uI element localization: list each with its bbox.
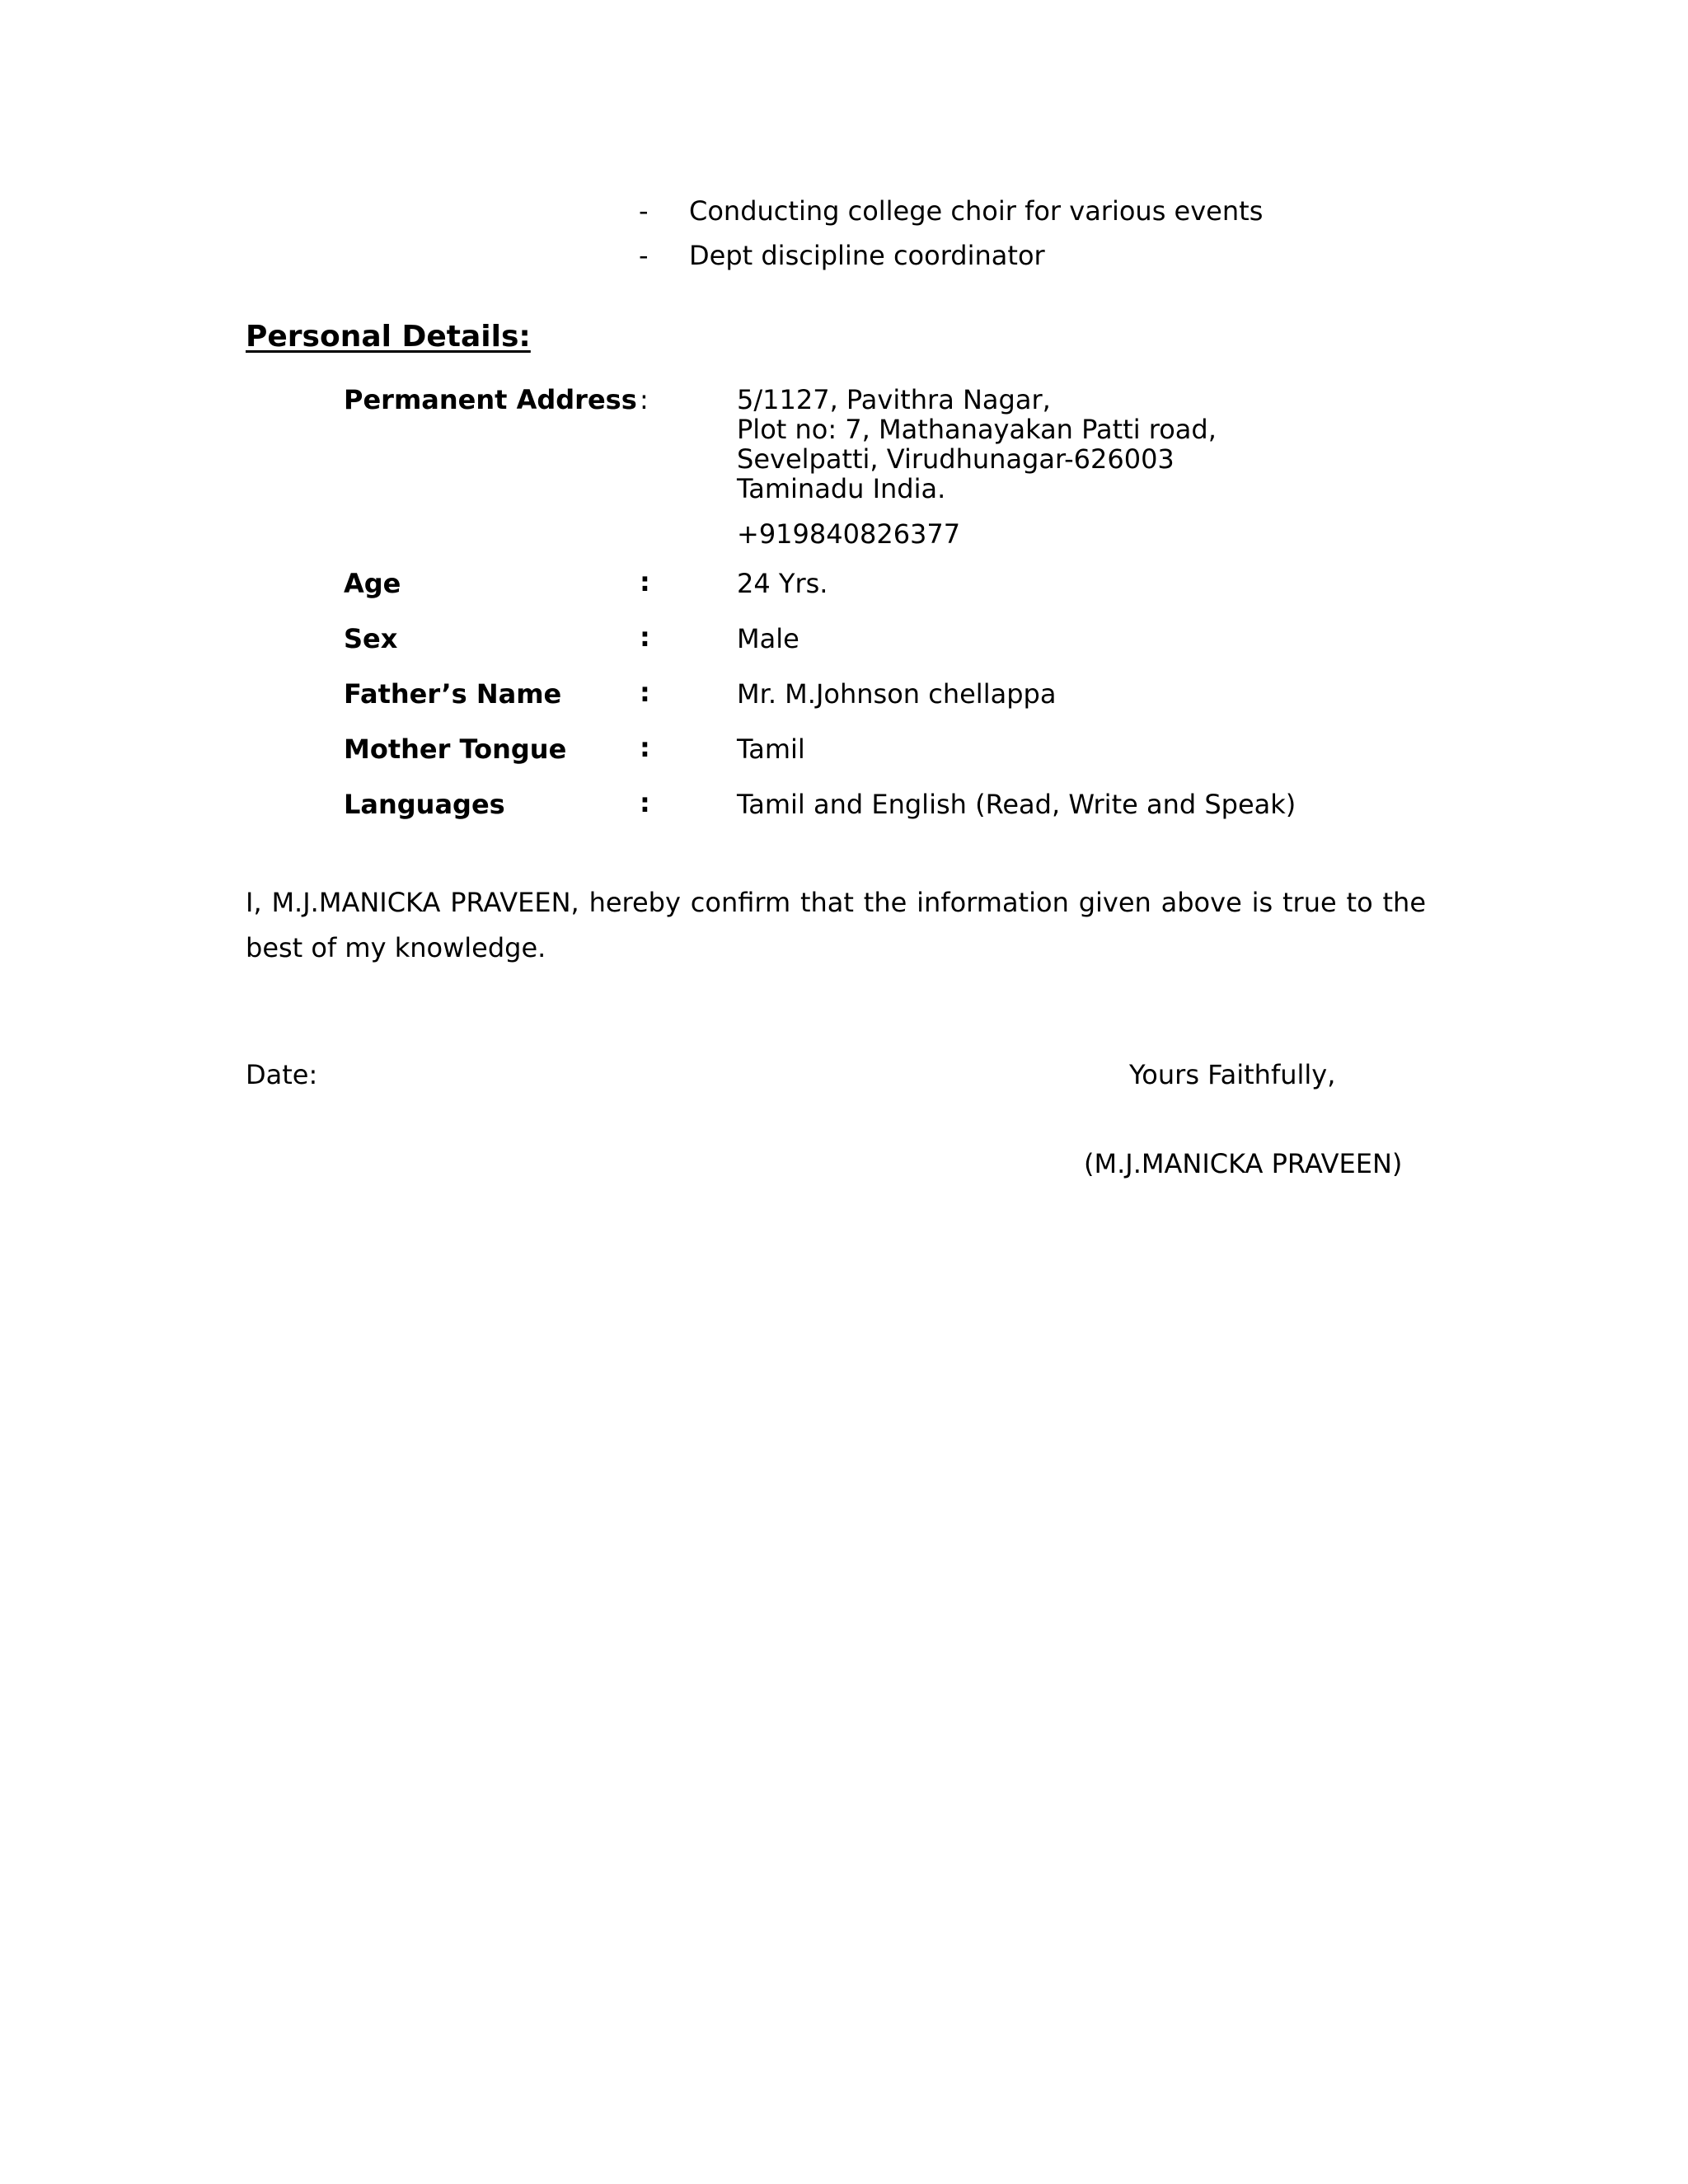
list-item-marker: - xyxy=(639,240,649,271)
field-colon: : xyxy=(640,677,650,708)
field-label: Mother Tongue xyxy=(344,733,567,765)
address-line: Plot no: 7, Mathanayakan Patti road, xyxy=(737,414,1217,445)
section-heading: Personal Details: xyxy=(246,320,531,354)
field-label: Sex xyxy=(344,623,398,654)
address-line: Taminadu India. xyxy=(737,473,946,504)
field-label: Permanent Address xyxy=(344,384,637,415)
field-value: Male xyxy=(737,623,799,654)
phone-number: +919840826377 xyxy=(737,518,961,550)
field-label: Father’s Name xyxy=(344,678,562,710)
field-colon: : xyxy=(640,384,649,415)
list-item: Conducting college choir for various events xyxy=(689,195,1264,227)
field-colon: : xyxy=(640,787,650,818)
field-value: Tamil and English (Read, Write and Speak) xyxy=(737,789,1296,820)
declaration-text: I, M.J.MANICKA PRAVEEN, hereby confirm that the information given above is true to the best of my knowledge. xyxy=(246,887,1426,963)
field-colon: : xyxy=(640,732,650,763)
field-label: Languages xyxy=(344,789,505,820)
field-value: 24 Yrs. xyxy=(737,568,828,599)
field-colon: : xyxy=(640,566,650,598)
field-value: Tamil xyxy=(737,733,805,765)
date-label: Date: xyxy=(246,1059,318,1090)
field-label: Age xyxy=(344,568,401,599)
list-item: Dept discipline coordinator xyxy=(689,240,1045,271)
list-item-marker: - xyxy=(639,195,649,227)
signature-name: (M.J.MANICKA PRAVEEN) xyxy=(1084,1148,1403,1179)
closing-salutation: Yours Faithfully, xyxy=(1129,1059,1336,1090)
field-value: Mr. M.Johnson chellappa xyxy=(737,678,1057,710)
address-line: 5/1127, Pavithra Nagar, xyxy=(737,384,1051,415)
field-colon: : xyxy=(640,621,650,653)
address-line: Sevelpatti, Virudhunagar-626003 xyxy=(737,443,1175,475)
